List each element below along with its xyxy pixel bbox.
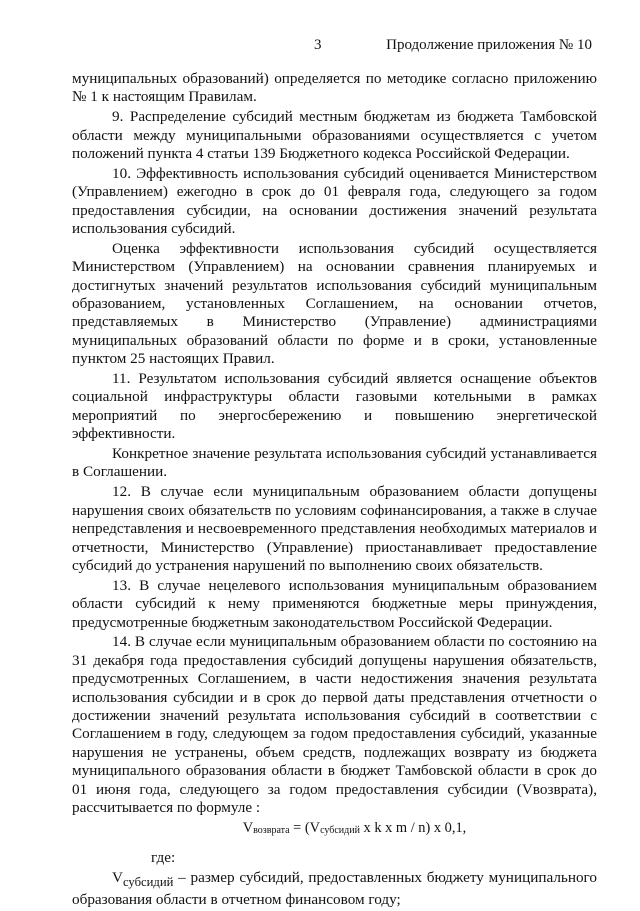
refund-formula <box>72 819 597 840</box>
paragraph-9: 9. Распределение субсидий местным бюджетам из бюджета Тамбовской области между муниципальными образованиями осуществляется с учетом положений пункта 4 статьи 139 Бюджетного кодекса Российской Федерации. <box>72 108 597 163</box>
paragraph-13: 13. В случае нецелевого использования муниципальным образованием области субсидий к нему применяются бюджетные меры принуждения, предусмотренные бюджетным законодательством Российской Федерации. <box>72 576 597 631</box>
formula-lhs-subscript: возврата <box>253 825 290 837</box>
definition-v-subsidy <box>72 869 597 910</box>
formula-equals: = (V <box>289 820 321 837</box>
paragraph-14: 14. В случае если муниципальным образованием области по состоянию на 31 декабря года предоставления субсидий допущены нарушения обязательств, предусмотренных Соглашением, в части недостижения значения результата использования субсидии и в срок до первой даты представления отчетности о достижении значений результата использования субсидий в соответствии с Соглашением в году, следующем за годом предоставления субсидий, указанные нарушения не устранены, объем средств, подлежащих возврату из бюджета муниципального образования области в бюджет Тамбовской области в срок до 01 июня года, следующего за годом предоставления субсидии (Vвозврата), рассчитывается по формуле : <box>72 633 597 816</box>
definition-symbol: V <box>112 868 123 886</box>
paragraph-11-value: Конкретное значение результата использования субсидий устанавливается в Соглашении. <box>72 445 597 481</box>
document-body <box>72 70 597 911</box>
definition-symbol-subscript: субсидий <box>122 874 174 889</box>
paragraph-12: 12. В случае если муниципальным образованием области допущены нарушения своих обязательств по условиям софинансирования, а также в случае непредставления и несвоевременного представления необходимых материалов и отчетности, Министерство (Управление) приостанавливает предоставление субсидий до устранения нарушений по выполнению своих обязательств. <box>72 483 597 574</box>
paragraph-10: 10. Эффективность использования субсидий оценивается Министерством (Управлением) ежегодно в срок до 01 февраля года, следующего за годом предоставления субсидии, на основании достижения значений результата использования субсидий. <box>72 164 597 238</box>
paragraph-11: 11. Результатом использования субсидий является оснащение объектов социальной инфраструктуры области газовыми котельными в рамках мероприятий по энергосбережению и повышению энергетической эффективности. <box>72 370 597 443</box>
where-label: где: <box>151 848 176 866</box>
formula-lhs: V <box>242 820 254 837</box>
page-number: 3 <box>314 37 322 53</box>
definition-text: – размер субсидий, предоставленных бюджету муниципального образования области в отчетном финансовом году; <box>72 868 597 909</box>
appendix-continuation-heading: Продолжение приложения № 10 <box>386 37 592 53</box>
paragraph-continuation: муниципальных образований) определяется по методике согласно приложению № 1 к настоящим Правилам. <box>72 70 597 106</box>
formula-rest: x k x m / n) x 0,1, <box>359 820 467 837</box>
paragraph-10-evaluation: Оценка эффективности использования субсидий осуществляется Министерством (Управлением) на основании сравнения планируемых и достигнутых значений результатов использования субсидий муниципальным образованием, установленных Соглашением, на основании отчетов, представляемых в Министерство (Управление) администрациями муниципальных образований области по форме и в сроки, установленные пунктом 25 настоящих Правил. <box>72 239 597 368</box>
formula-subsidy-subscript: субсидий <box>320 825 360 837</box>
